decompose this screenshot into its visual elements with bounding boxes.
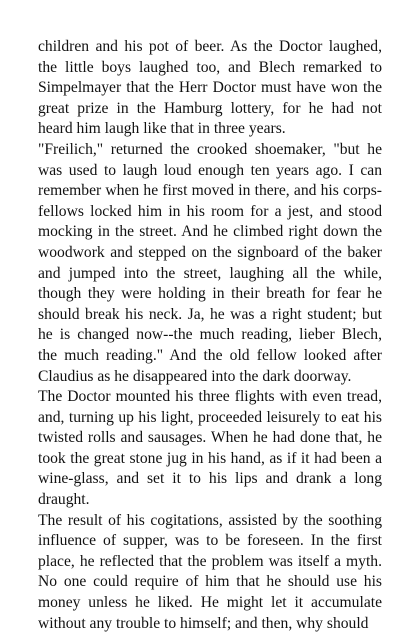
paragraph-2: "Freilich," returned the crooked shoemaker, "but he was used to laugh loud enough ten years ago. I can remember when he first moved in there, and his corps-fellows locked him in his room for a jest, and stood mocking in the street. And he climbed right down the woodwork and stepped on the signboard of the baker and jumped into the street, laughing all the while, though they were holding in their breath for fear he should break his neck. Ja, he was a right student; but he is changed now--the much reading, lieber Blech, the much reading." And the old fellow looked after Claudius as he disappeared into the dark doorway.	[38, 140, 382, 385]
paragraph-1: children and his pot of beer. As the Doctor laughed, the little boys laughed too, and Blech remarked to Simpelmayer that the Herr Doctor must have won the great prize in the Hamburg lottery, for he had not heard him laugh like that in three years.	[38, 38, 382, 138]
paragraph-4: The result of his cogitations, assisted by the soothing influence of supper, was to be foreseen. In the first place, he reflected that the problem was itself a myth. No one could require of him that he should use his money unless he liked. He might let it accumulate without any trouble to himself; and then, why should	[38, 511, 382, 632]
document-page	[38, 37, 382, 634]
paragraph-3: The Doctor mounted his three flights with even tread, and, turning up his light, proceeded leisurely to eat his twisted rolls and sausages. When he had done that, he took the great stone jug in his hand, as if it had been a wine-glass, and set it to his lips and drank a long draught.	[38, 388, 382, 509]
